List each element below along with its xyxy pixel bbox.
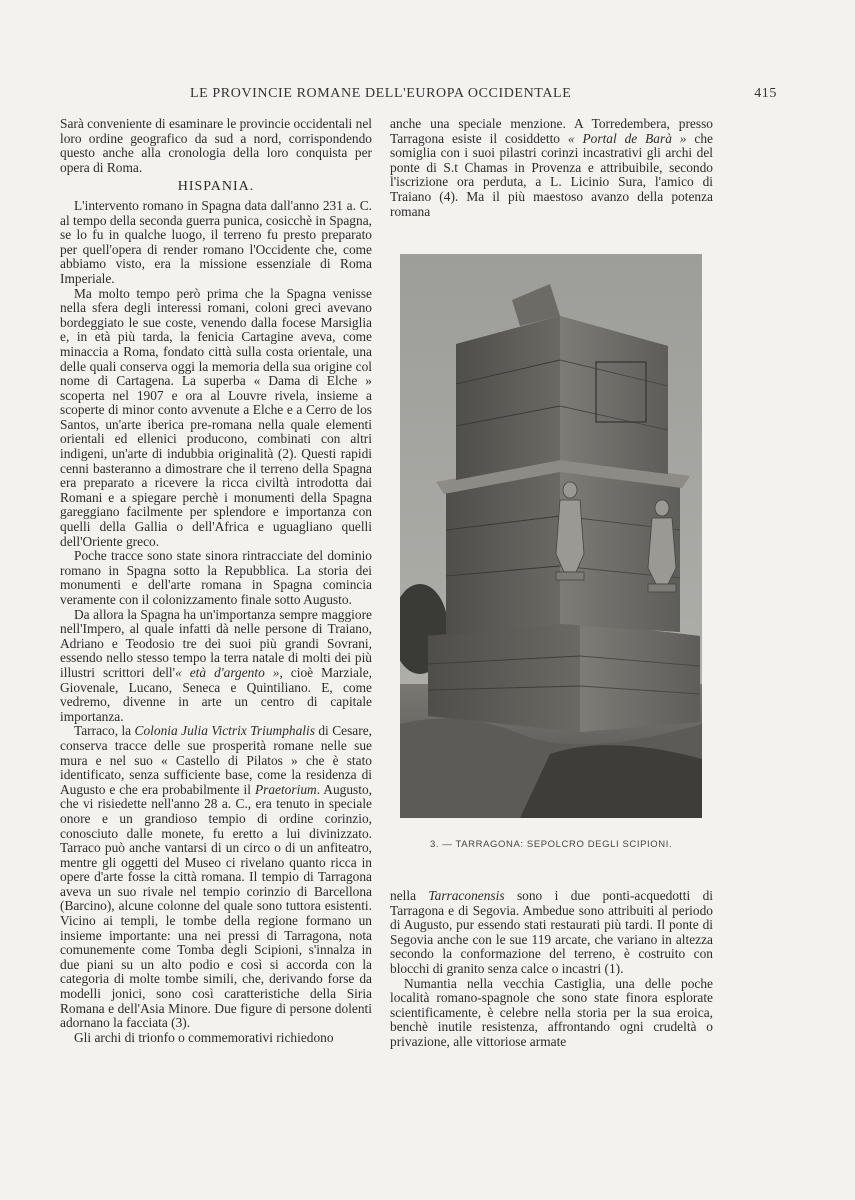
paragraph-portal-de-bara: anche una speciale menzione. A Torredembera, presso Tarragona esiste il cosiddetto « Portal de Barà » che somiglia con i suoi pilastri corinzi incastrativi gli archi del ponte di S.t Chamas in Provenza e attribuibile, secondo l'iscrizione ora perduta, a L. Licinio Sura, l'amico di Traiano (4). Ma il più maestoso avanzo della potenza romana	[390, 116, 713, 219]
paragraph-ponti-acquedotti: nella Tarraconensis sono i due ponti-acquedotti di Tarragona e di Segovia. Ambedue sono attribuiti al periodo di Augusto, pur essendo stati restaurati più tardi. Il ponte di Segovia anche con le sue 119 arcate, che variano in altezza secondo la conformazione del terreno, è costruito con blocchi di granito senza calce o incastri (1).	[390, 888, 713, 976]
tomb-of-scipios-image	[400, 254, 702, 818]
running-title: LE PROVINCIE ROMANE DELL'EUROPA OCCIDENTALE	[190, 86, 572, 101]
tomb-photograph	[400, 254, 702, 818]
right-column-top	[390, 117, 713, 219]
paragraph-numantia: Numantia nella vecchia Castiglia, una delle poche località romano-spagnole che sono state finora esplorate scientificamente, è celebre nella storia per la sua eroica, benchè inutile resistenza, affrontando ogni crudeltà o privazione, alle vittoriose armate	[390, 975, 713, 1049]
page-number: 415	[754, 86, 777, 101]
right-column-bottom	[390, 889, 713, 1050]
figure-caption: 3. — TARRAGONA: SEPOLCRO DEGLI SCIPIONI.	[430, 839, 673, 850]
paragraph-archi: Gli archi di trionfo o commemorativi richiedono	[74, 1029, 334, 1045]
paragraph-impero: Da allora la Spagna ha un'importanza sempre maggiore nell'Impero, al quale infatti dà nelle persone di Traiano, Adriano e Teodosio tre dei suoi più grandi Sovrani, essendo nello stesso tempo la terra natale di molti dei più illustri scrittori dell'« età d'argento », cioè Marziale, Giovenale, Lucano, Seneca e Quintiliano. E, come vedremo, divenne in arte un centro di capitale importanza.	[60, 606, 372, 724]
section-heading-hispania: HISPANIA.	[177, 179, 255, 195]
paragraph-coloni-greci: Ma molto tempo però prima che la Spagna venisse nella sfera degli interessi romani, coloni greci avevano bordeggiato le sue coste, venendo dalla focese Marsiglia e, in età più tarda, la fenicia Cartagine aveva, come minaccia a Roma, fondato città sulla costa orientale, una delle quali conserva oggi la memoria della sua origine col nome di Cartagena. La superba « Dama di Elche » scoperta nel 1907 e ora al Louvre rivela, insieme a scoperte di minor conto avvenute a Elche e a Cerro de los Santos, un'arte iberica pre-romana nella quale elementi orientali ed ellenici producono, combinati con altri indigeni, un'arte di indubbia originalità (2). Questi rapidi cenni basteranno a dimostrare che il terreno della Spagna era preparato a ricevere la ricca civiltà introdotta dai Romani e a spiegare perchè i monumenti della Spagna gareggiano facilmente per splendore e importanza con quelli della Gallia o dell'Africa e uguagliano quelli dell'Oriente greco.	[60, 285, 372, 549]
paragraph-repubblica: Poche tracce sono state sinora rintracciate del dominio romano in Spagna sotto la Repubblica. La storia dei monumenti e dell'arte romana in Spagna comincia veramente con il colonizzamento finale sotto Augusto.	[60, 548, 372, 607]
paragraph-intro: Sarà conveniente di esaminare le provincie occidentali nel loro ordine geografico da sud a nord, corrispondendo questo anche alla cronologia della loro conquista per opera di Roma.	[60, 116, 372, 175]
left-column	[60, 117, 372, 1045]
paragraph-tarraco: Tarraco, la Colonia Julia Victrix Triumphalis di Cesare, conserva tracce delle sue prosperità romane nelle sue mura e nel suo « Castello di Pilatos » che è stato identificato, senza sufficiente base, come la residenza di Augusto e che era probabilmente il Praetorium. Augusto, che vi risiedette nell'anno 28 a. C., era tenuto in speciale onore e un grandioso tempio di ordine corinzio, conosciuto dalle monete, fu eretto a lui divinizzato. Tarraco può anche vantarsi di un circo o di un anfiteatro, mentre gli oggetti del Museo ci rivelano quanto ricca in opere d'arte fosse la città romana. Il tempio di Tarragona aveva un suo rivale nel tempio corinzio di Barcellona (Barcino), alcune colonne del quale sono tuttora esistenti. Vicino ai templi, le tombe della regione formano un insieme importante: una nei pressi di Tarragona, nota comunemente come Tomba degli Scipioni, s'innalza in due piani su un alto podio e così si accorda con la categoria di molte tombe simili, che, derivando forse da modelli jonici, sono così caratteristiche della Siria Romana e dell'Asia Minore. Due figure di persone dolenti adornano la facciata (3).	[60, 723, 373, 1031]
paragraph-intervento: L'intervento romano in Spagna data dall'anno 231 a. C. al tempo della seconda guerra punica, cosicchè in Spagna, se lo fu in qualche luogo, il terreno fu presto preparato per quell'opera di render romano l'Occidente che, come abbiamo visto, era la missione essenziale di Roma Imperiale.	[60, 197, 372, 286]
